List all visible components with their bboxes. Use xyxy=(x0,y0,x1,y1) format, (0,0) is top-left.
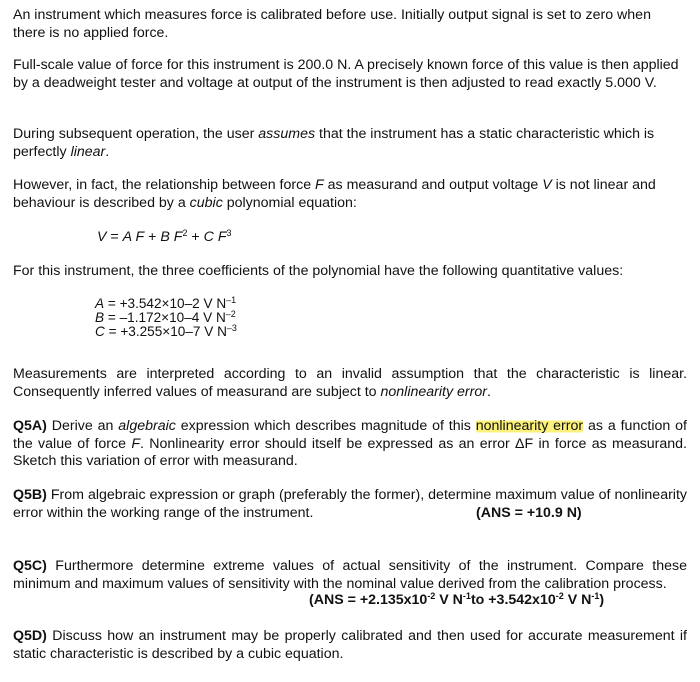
question-5a: Q5A) Derive an algebraic expression which describes magnitude of this nonlinearity error as a function of the value of force F. Nonlinearity error should itself be expressed as an error ΔF in force as measurand. Sketch this variation of error with measurand. xyxy=(13,418,687,469)
coefficient-c: C = +3.255×10–7 V $N^{-3}$ xyxy=(95,323,237,339)
q5d-label: Q5D) xyxy=(13,628,47,644)
measurements-paragraph: Measurements are interpreted according to an invalid assumption that the characteristic is linear. Consequently inferred values of measurand are subject to nonlinearity error. xyxy=(13,366,687,400)
intro-paragraph-1: An instrument which measures force is calibrated before use. Initially output signal is set to zero when there is no applied force. xyxy=(13,7,651,41)
intro-paragraph-3: During subsequent operation, the user assumes that the instrument has a static characteristic which is perfectly linear. xyxy=(13,126,655,160)
coefficient-b: B = –1.172×10–4 V $N^{-2}$ xyxy=(95,309,236,325)
q5c-label: Q5C) xyxy=(13,558,47,574)
coefficient-list xyxy=(95,297,237,339)
q5c-answer: ($ANS = +2.135x10^{-2}$ V $N^{-1}to +3.542x10^{-2}$ V $N^{-1}$) xyxy=(309,591,605,608)
highlighted-term: nonlinearity error xyxy=(475,418,584,434)
question-5c: Q5C) Furthermore determine extreme values of actual sensitivity of the instrument. Compare these minimum and maximum values of sensitivity with the nominal value derived from the calibration process. xyxy=(13,558,687,592)
q5b-label: Q5B) xyxy=(13,487,47,503)
intro-paragraph-4: However, in fact, the relationship between force F as measurand and output voltage V is not linear and behaviour is described by a cubic polynomial equation: xyxy=(13,177,656,211)
coefficients-intro: For this instrument, the three coefficients of the polynomial have the following quantitative values: xyxy=(13,263,624,279)
q5a-label: Q5A) xyxy=(13,418,47,434)
coefficient-a: A = +3.542×10–2 V $N^{-1}$ xyxy=(95,295,237,311)
intro-paragraph-2: Full-scale value of force for this instrument is 200.0 N. A precisely known force of this value is then applied by a deadweight tester and voltage at output of the instrument is then adjusted to read exactly 5.000 V. xyxy=(13,57,679,91)
question-5d: Q5D) Discuss how an instrument may be properly calibrated and then used for accurate measurement if static characteristic is described by a cubic equation. xyxy=(13,628,687,662)
q5b-answer: (ANS = +10.9 N) xyxy=(476,505,582,521)
question-5b: Q5B) From algebraic expression or graph (preferably the former), determine maximum value of nonlinearity error within the working range of the instrument. xyxy=(13,487,687,521)
cubic-equation: V = A F + B $F^2 + C$ $F^3$ xyxy=(97,228,232,245)
